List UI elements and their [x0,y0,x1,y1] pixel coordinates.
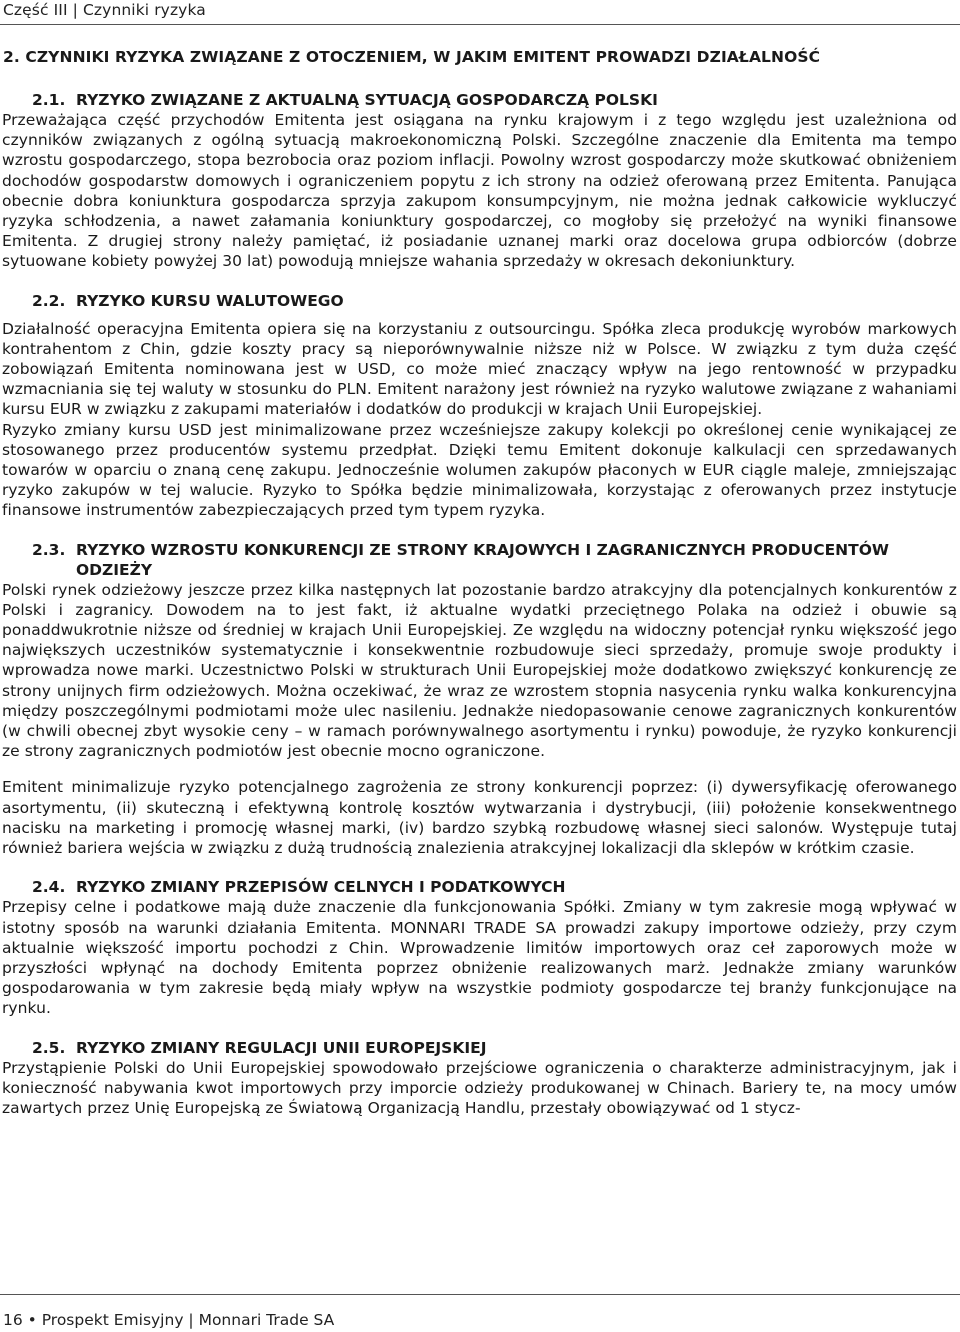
section-title: RYZYKO KURSU WALUTOWEGO [76,291,344,310]
section-number: 2.4. [32,878,66,897]
section-number: 2.5. [32,1038,66,1057]
footer-divider [0,1294,960,1295]
paragraph: Przystąpienie Polski do Unii Europejskiej spowodowało przejściowe ograniczenia o charakterze administracyjnym, jak i konieczność nabywania kwot importowych przy imporcie odzieży produkowanej w Chinach. Bariery te, na mocy umów zawartych przez Unię Europejską ze Światową Organizacją Handlu, przestały obowiązywać od 1 stycz- [2,1058,957,1117]
section-heading-2-4 [2,877,957,897]
chapter-title: 2. CZYNNIKI RYZYKA ZWIĄZANE Z OTOCZENIEM, W JAKIM EMITENT PROWADZI DZIAŁALNOŚĆ [3,48,821,66]
section-heading-2-2 [2,291,957,311]
section-number: 2.2. [32,291,66,310]
section-title: RYZYKO ZMIANY PRZEPISÓW CELNYCH I PODATKOWYCH [76,878,566,897]
running-header: Część III | Czynniki ryzyka [3,1,206,19]
paragraph: Działalność operacyjna Emitenta opiera się na korzystaniu z outsourcingu. Spółka zleca produkcję wyrobów markowych kontrahentom z Chin, gdzie koszty pracy są nieporównywalnie niższe niż w Polsce. W związku z tym duża część zobowiązań Emitenta nominowana jest w USD, co może mieć znaczący wpływ na jego rentowność w przypadku wzmacniania się tej waluty w stosunku do PLN. Emitent narażony jest również na ryzyko walutowe związane z wahaniami kursu EUR w związku z zakupami materiałów i dodatków do produkcji w krajach Unii Europejskiej. [2,319,957,419]
section-heading-2-1 [2,90,957,110]
header-divider [0,24,960,25]
section-number: 2.3. [32,540,66,559]
main-content [2,90,957,1118]
running-footer: 16 • Prospekt Emisyjny | Monnari Trade SA [3,1311,335,1329]
section-title: RYZYKO ZWIĄZANE Z AKTUALNĄ SYTUACJĄ GOSPODARCZĄ POLSKI [76,91,658,109]
section-title: RYZYKO WZROSTU KONKURENCJI ZE STRONY KRAJOWYCH I ZAGRANICZNYCH PRODUCENTÓW ODZIEŻY [76,540,889,579]
paragraph: Ryzyko zmiany kursu USD jest minimalizowane przez wcześniejsze zakupy kolekcji po określonej cenie wynikającej ze stosowanego przez producentów systemu przedpłat. Dzięki temu Emitent dokonuje kalkulacji cen sprzedawanych towarów w oparciu o znaną cenę zakupu. Jednocześnie wolumen zakupów płaconych w EUR ciągle maleje, zmniejszając ryzyko zakupów w tej walucie. Ryzyko to Spółka będzie minimalizowała, korzystając z oferowanych przez instytucje finansowe instrumentów zabezpieczających przed tym typem ryzyka. [2,420,957,520]
section-title: RYZYKO ZMIANY REGULACJI UNII EUROPEJSKIEJ [76,1038,487,1057]
section-heading-2-3 [2,540,957,580]
section-number: 2.1. [32,91,66,109]
paragraph: Emitent minimalizuje ryzyko potencjalnego zagrożenia ze strony konkurencji poprzez: (i) dywersyfikację oferowanego asortymentu, (ii) skuteczną i efektywną kontrolę kosztów wytwarzania i dystrybucji, (iii) położenie konsekwentnego nacisku na marketing i promocję własnej marki, (iv) bardzo szybką rozbudowę własnej sieci salonów. Występuje tutaj również bariera wejścia w związku z dużą trudnością znalezienia atrakcyjnej lokalizacji dla sklepów w krótkim czasie. [2,778,957,858]
paragraph: Przeważająca część przychodów Emitenta jest osiągana na rynku krajowym i z tego względu jest uzależniona od czynników związanych z ogólną sytuacją makroekonomiczną Polski. Szczególne znaczenie dla Emitenta ma tempo wzrostu gospodarczego, stopa bezrobocia oraz poziom inflacji. Powolny wzrost gospodarczy może skutkować obniżeniem dochodów gospodarstw domowych i ograniczeniem popytu z ich strony na odzież oferowaną przez Emitenta. Panująca obecnie dobra koniunktura gospodarcza sprzyja zakupom konsumpcyjnym, nie można jednak całkowicie wykluczyć ryzyka schłodzenia, a nawet załamania koniunktury gospodarczej, co mogłoby się przełożyć na wyniki finansowe Emitenta. Z drugiej strony należy pamiętać, iż posiadanie uznanej marki oraz docelowa grupa odbiorców (dobrze sytuowane kobiety powyżej 30 lat) powodują mniejsze wahania sprzedaży w okresach dekoniunktury. [2,111,957,271]
section-heading-2-5 [2,1038,957,1058]
paragraph: Przepisy celne i podatkowe mają duże znaczenie dla funkcjonowania Spółki. Zmiany w tym zakresie mogą wpływać w istotny sposób na warunki działania Emitenta. MONNARI TRADE SA prowadzi zakupy importowe odzieży, przy czym aktualnie większość importu pochodzi z Chin. Wprowadzenie limitów importowych oraz ceł zaporowych może w przyszłości wpłynąć na dochody Emitenta poprzez obniżenie realizowanych marż. Jednakże zmiany warunków gospodarowania w tym zakresie będą miały wpływ na wszystkie podmioty gospodarcze tej branży funkcjonujące na rynku. [2,898,957,1018]
paragraph: Polski rynek odzieżowy jeszcze przez kilka następnych lat pozostanie bardzo atrakcyjny dla potencjalnych konkurentów z Polski i zagranicy. Dowodem na to jest fakt, iż aktualne wydatki przeciętnego Polaka na odzież i obuwie są ponaddwukrotnie niższe od średniej w krajach Unii Europejskiej. Ze względu na widoczny potencjał rynku większość jego największych uczestników systematycznie i konsekwentnie rozbudowuje sieci sprzedaży, promuje swoje produkty i wprowadza nowe marki. Uczestnictwo Polski w strukturach Unii Europejskiej może dodatkowo zwiększyć konkurencję ze strony unijnych firm odzieżowych. Można oczekiwać, że wraz ze wzrostem stopnia nasycenia rynku walka konkurencyjna między poszczególnymi podmiotami może ulec nasileniu. Jednakże niedopasowanie cenowe zagranicznych konkurentów (w chwili obecnej zbyt wysokie ceny – w ramach porównywalnego asortymentu i rynku) powoduje, że ryzyko konkurencji ze strony zagranicznych podmiotów jest obecnie mocno ograniczone. [2,580,957,761]
